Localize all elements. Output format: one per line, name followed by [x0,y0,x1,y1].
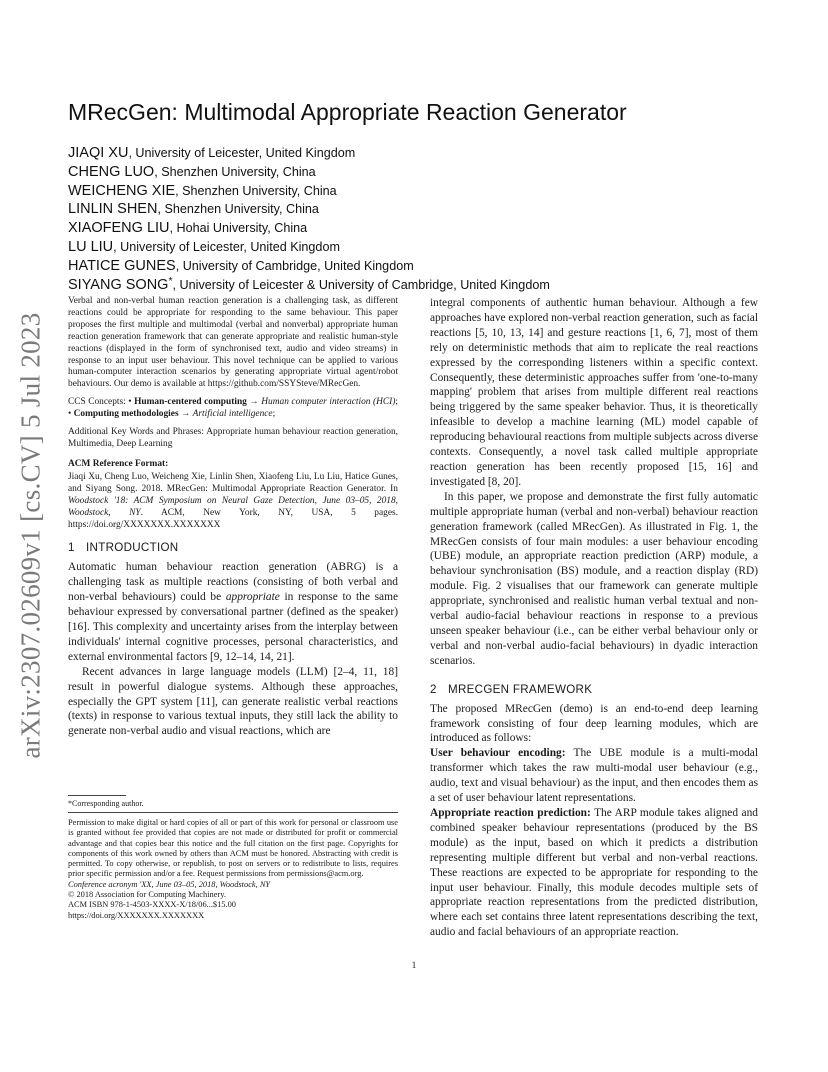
author-affiliation: , Shenzhen University, China [154,164,316,179]
abstract: Verbal and non-verbal human reaction generation is a challenging task, as different reactions could be appropriate for responding to the same behaviour. This paper proposes the first multiple and multimodal (verbal and nonverbal) appropriate human reaction generation framework that can generate appropriate and realistic human-style reactions (displayed in the form of synchronised text, audio and video streams) in response to an input user behaviour. This novel technique can be applied to various human-computer interaction scenarios by generating appropriate virtual agent/robot behaviours. Our demo is available at https://github.com/SSYSteve/MRecGen. [68,296,398,390]
keywords: Additional Key Words and Phrases: Appropriate human behaviour reaction generation, Multimedia, Deep Learning [68,427,398,449]
author-affiliation: , Hohai University, China [169,221,308,236]
author-affiliation: , University of Leicester, United Kingdom [113,240,340,255]
author-affiliation: , Shenzhen University, China [175,183,337,198]
permission-block [68,812,398,921]
author-row [68,178,550,197]
author-row [68,234,550,256]
isbn-line: ACM ISBN 978-1-4503-XXXX-X/18/06...$15.00 [68,900,236,910]
paper-title: MRecGen: Multimodal Appropriate Reaction Generator [68,99,627,125]
author-row [68,215,550,237]
intro-paragraph-3: In this paper, we propose and demonstrate the first fully automatic multiple appropriate human (verbal and non-verbal) behaviour reaction generation framework (called MRecGen). As illustrated in Fig. 1, the MRecGen consists of four main modules: a user behaviour encoding (UBE) module, an appropriate reaction prediction (ARP) module, a behaviour synchronisation (BS) module, and a reaction display (RD) module. Fig. 2 visualises that our framework can generate multiple appropriate, synchronised and realistic human verbal textual and non-verbal audio-facial behaviour reactions in response to a previous unseen speaker behaviour (i.e., can be either verbal behaviour only or verbal and non-verbal audio-facial behaviours) in dyadic interaction scenarios. [430,490,758,667]
permission-rule [68,812,398,813]
author-row [68,272,550,291]
author-affiliation: , University of Leicester & University of Cambridge, United Kingdom [172,277,550,292]
intro-paragraph-2: Recent advances in large language models (LLM) [2–4, 11, 18] result in powerful dialogue systems. Although these approaches, especially the GPT system [11], can generate realistic verbal reactions (texts) in response to various textual inputs, they still lack the ability to generate non-verbal audio and visual reactions, which are [68,665,398,738]
intro-paragraph-2-continued: integral components of authentic human behaviour. Although a few approaches have explored non-verbal reaction generation, such as facial reactions [5, 10, 13, 14] and gesture reactions [1, 6, 7], most of them rely on deterministic methods that aim to replicate the real reactions expressed by the corresponding listeners within a specific context. Consequently, these deterministic approaches suffer from 'one-to-many mapping' problem that arises from multiple different real reactions being triggered by the same speaker behavior. Thus, it is theoretically infeasible to develop a machine learning (ML) model capable of reproducing behavioural reactions from multiple subjects across diverse contexts. Consequently, a novel task called multiple appropriate reaction generation has been recently proposed [15, 16] and investigated [8, 20]. [430,297,759,488]
author-row [68,196,550,218]
acm-reference-heading: ACM Reference Format: [68,458,169,469]
footnote-text: *Corresponding author. [68,799,144,808]
author-affiliation: , Shenzhen University, China [157,202,319,217]
author-name: WEICHENG XIE [68,182,176,199]
arxiv-identifier-text: arXiv:2307.02609v1 [cs.CV] 5 Jul 2023 [15,311,46,759]
section-heading-framework: 2 MRECGEN FRAMEWORK [430,682,593,696]
intro-paragraph-1: Automatic human behaviour reaction generation (ABRG) is a challenging task as multiple reactions (consisting of both verbal and non-verbal behaviours) could be appropriate in response to the same behaviour expressed by conversational partner (defined as the speaker) [16]. This complexity and uncertainty arises from the interplay between individuals' internal cognitive processes, personal characteristics, and external environmental factors [9, 12–14, 14, 21]. [68,561,399,663]
author-name: SIYANG SONG [68,276,169,293]
conference-line: Conference acronym 'XX, June 03–05, 2018, Woodstock, NY [68,879,271,889]
author-name: LINLIN SHEN [68,201,158,218]
arp-paragraph: Appropriate reaction prediction: The ARP module takes aligned and combined speaker behaviour representations (produced by the BS module) as the input, based on which it predicts a distribution representing multiple different but verbal and non-verbal reactions. These reactions are expected to be appropriate for responding to the input user behaviour. Finally, this module decodes multiple sets of appropriate reaction representations from the predicted distribution, where each set contains three latent representations describing the text, audio and facial behaviours of an appropriate reaction. [430,807,758,939]
author-row [68,159,550,178]
permission-text: Permission to make digital or hard copies of all or part of this work for personal or classroom use is granted without fee provided that copies are not made or distributed for profit or commercial advantage and that copies bear this notice and the full citation on the first page. Copyrights for components of this work owned by others than ACM must be honored. Abstracting with credit is permitted. To copy otherwise, or republish, to post on servers or to redistribute to lists, requires prior specific permission and/or a fee. Request permissions from permissions@acm.org. [68,818,398,879]
ccs-concepts: CCS Concepts: • Human-centered computing → Human computer interaction (HCI); • Computing methodologies → Artificial intelligence; [68,397,399,420]
page-number: 1 [411,960,417,970]
arxiv-identifier [12,300,50,770]
author-name: HATICE GUNES [68,257,176,274]
author-row [68,253,550,272]
author-affiliation: , University of Cambridge, United Kingdom [175,258,414,273]
section-heading-introduction: 1 INTRODUCTION [68,541,179,555]
author-row [68,140,550,162]
author-name: LU LIU [68,239,114,256]
author-list [68,140,550,293]
corresponding-author-footnote [68,795,398,809]
acm-reference-text: Jiaqi Xu, Cheng Luo, Weicheng Xie, Linlin Shen, Xiaofeng Liu, Lu Liu, Hatice Gunes, and Siyang Song. 2018. MRecGen: Multimodal Appropriate Reaction Generator. In Woodstock '18: ACM Symposium on Neural Gaze Detection, June 03–05, 2018, Woodstock, NY. ACM, New York, NY, USA, 5 pages. https://doi.org/XXXXXXX.XXXXXXX [68,471,398,530]
ube-paragraph: User behaviour encoding: The UBE module is a multi-modal transformer which takes the raw multi-modal user behaviour (e.g., audio, text and visual behaviour) as the input, and then encodes them as a set of user behaviour latent representations. [430,747,758,805]
framework-intro: The proposed MRecGen (demo) is an end-to-end deep learning framework consisting of four deep learning modules, which are introduced as follows: [430,702,758,745]
author-name: CHENG LUO [68,163,155,180]
author-affiliation: , University of Leicester, United Kingdom [128,146,356,161]
left-column [68,296,398,739]
doi-line: https://doi.org/XXXXXXX.XXXXXXX [68,910,205,920]
author-name: XIAOFENG LIU [68,220,170,237]
footnote-rule [68,795,126,796]
copyright-line: © 2018 Association for Computing Machinery. [68,890,226,900]
right-column [430,296,758,940]
author-mark: * [168,274,173,287]
author-name: JIAQI XU [68,145,129,162]
